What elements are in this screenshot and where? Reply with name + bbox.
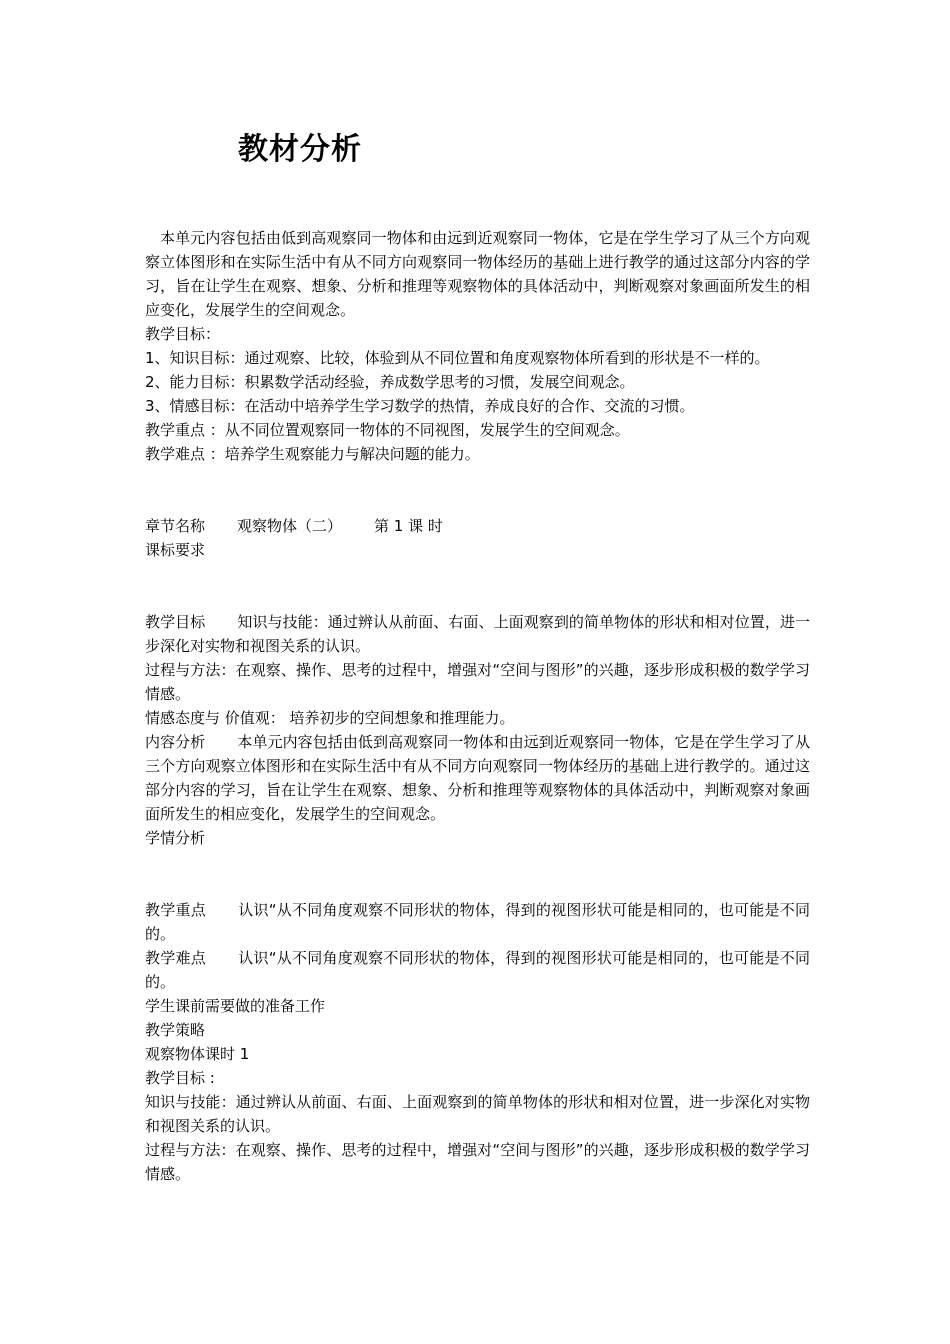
student-analysis-label: 学情分析	[145, 829, 206, 847]
key-text: 认识“从不同角度观察不同形状的物体，得到的视图形状可能是相同的，也可能是不同的。	[145, 901, 810, 943]
goals-knowledge: 知识与技能：通过辨认从前面、右面、上面观察到的简单物体的形状和相对位置，进一步深化对实物和视图关系的认识。	[145, 613, 810, 655]
difficulty-row	[145, 946, 810, 994]
goals-row	[145, 610, 810, 658]
strategy-label: 教学策略	[145, 1021, 206, 1039]
chapter-row	[145, 514, 810, 538]
lesson-knowledge: 知识与技能：通过辨认从前面、右面、上面观察到的简单物体的形状和相对位置，进一步深化对实物和视图关系的认识。	[145, 1093, 810, 1135]
spacer	[145, 850, 810, 898]
chapter-label: 章节名称	[145, 517, 206, 535]
spacer	[145, 466, 810, 514]
content-text: 本单元内容包括由低到高观察同一物体和由远到近观察同一物体，它是在学生学习了从三个方向观察立体图形和在实际生活中有从不同方向观察同一物体经历的基础上进行教学的。通过这部分内容的学习，旨在让学生在观察、想象、分析和推理等观察物体的具体活动中，判断观察对象画面所发生的相应变化，发展学生的空间观念。	[145, 733, 810, 823]
difficulty-point: 教学难点 ：培养学生观察能力与解决问题的能力。	[145, 445, 480, 463]
goals-emotion: 情感态度与 价值观： 培养初步的空间想象和推理能力。	[145, 709, 515, 727]
page-title: 教材分析	[238, 132, 362, 167]
lesson-number: 第 1 课 时	[374, 517, 443, 535]
lesson-title: 观察物体课时 1	[145, 1045, 250, 1063]
lesson-goals-heading: 教学目标 :	[145, 1069, 215, 1087]
key-point: 教学重点 ：从不同位置观察同一物体的不同视图，发展学生的空间观念。	[145, 421, 630, 439]
content-row	[145, 730, 810, 826]
spacer	[145, 562, 810, 610]
goal-emotion: 3、情感目标：在活动中培养学生学习数学的热情，养成良好的合作、交流的习惯。	[145, 397, 695, 415]
goal-knowledge: 1、知识目标：通过观察、比较，体验到从不同位置和角度观察物体所看到的形状是不一样的。	[145, 349, 770, 367]
content-label: 内容分析	[145, 733, 206, 751]
difficulty-label: 教学难点	[145, 949, 206, 967]
intro-paragraph: 本单元内容包括由低到高观察同一物体和由远到近观察同一物体，它是在学生学习了从三个方向观察立体图形和在实际生活中有从不同方向观察同一物体经历的基础上进行教学的通过这部分内容的学习，旨在让学生在观察、想象、分析和推理等观察物体的具体活动中，判断观察对象画面所发生的相应变化，发展学生的空间观念。	[145, 229, 810, 319]
standard-label: 课标要求	[145, 541, 206, 559]
goals-heading: 教学目标：	[145, 325, 221, 343]
section-overview	[145, 226, 810, 1186]
chapter-name: 观察物体（二）	[237, 517, 343, 535]
lesson-process: 过程与方法：在观察、操作、思考的过程中，增强对“空间与图形”的兴趣，逐步形成积极的数学学习情感。	[145, 1141, 810, 1183]
preparation-label: 学生课前需要做的准备工作	[145, 997, 326, 1015]
key-row	[145, 898, 810, 946]
key-label: 教学重点	[145, 901, 206, 919]
goals-label: 教学目标	[145, 613, 206, 631]
difficulty-text: 认识“从不同角度观察不同形状的物体，得到的视图形状可能是相同的，也可能是不同的。	[145, 949, 810, 991]
goals-process: 过程与方法：在观察、操作、思考的过程中，增强对“空间与图形”的兴趣，逐步形成积极的数学学习情感。	[145, 661, 810, 703]
goal-ability: 2、能力目标：积累数学活动经验，养成数学思考的习惯，发展空间观念。	[145, 373, 635, 391]
